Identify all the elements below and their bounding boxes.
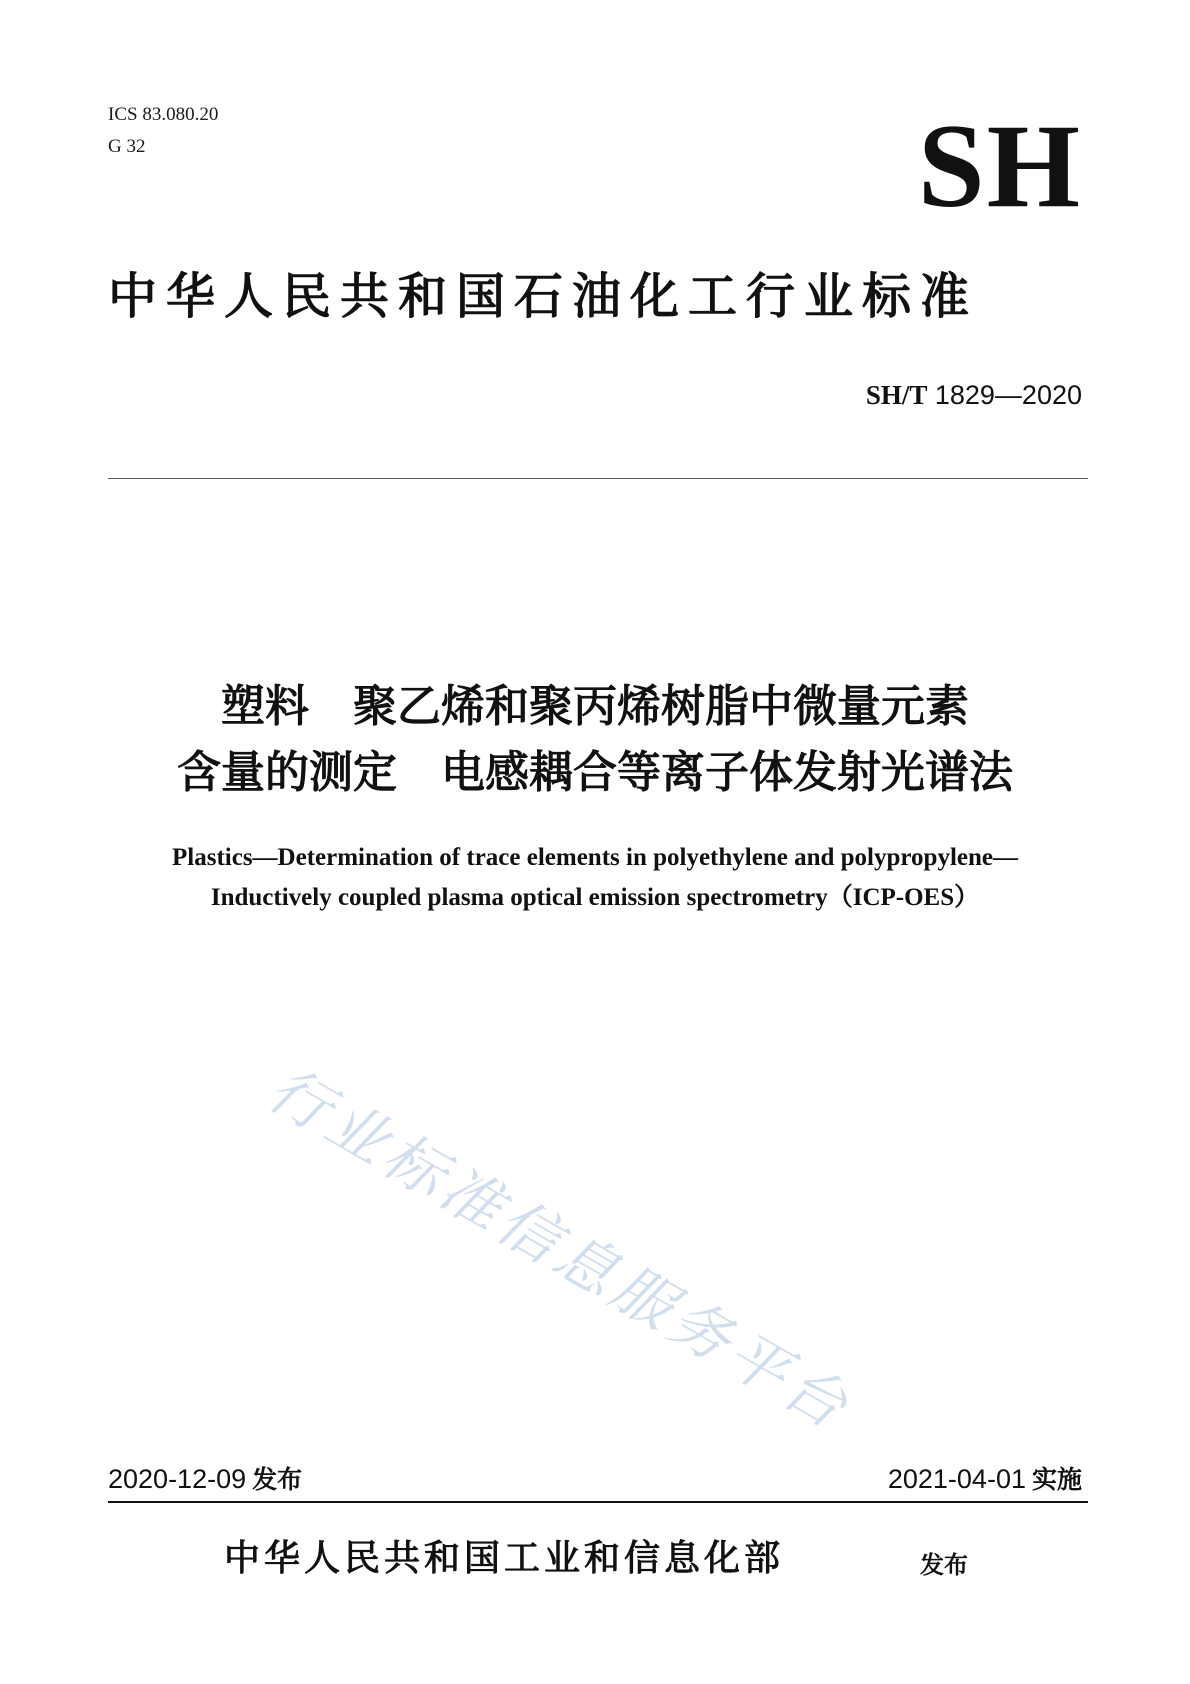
english-title-line-1: Plastics—Determination of trace elements in polyethylene and polypropylene— bbox=[172, 844, 1018, 871]
english-title-line-2: Inductively coupled plasma optical emission spectrometry（ICP-OES） bbox=[210, 884, 980, 911]
issue-date-label: 发布 bbox=[252, 1465, 303, 1494]
issue-date bbox=[108, 1460, 302, 1496]
issuer-name: 中华人民共和国工业和信息化部 bbox=[224, 1538, 785, 1579]
standard-number bbox=[866, 380, 1082, 411]
bottom-divider bbox=[108, 1501, 1088, 1503]
ccs-code: G 32 bbox=[108, 136, 146, 157]
top-divider bbox=[108, 478, 1088, 479]
watermark: 行业标准信息服务平台 bbox=[256, 1054, 864, 1445]
chinese-title-line-2: 含量的测定 电感耦合等离子体发射光谱法 bbox=[177, 747, 1013, 798]
ics-code: ICS 83.080.20 bbox=[108, 104, 219, 125]
issuer-suffix: 发布 bbox=[920, 1551, 968, 1579]
standard-number-value: 1829—2020 bbox=[934, 380, 1082, 410]
standard-code-mark: SH bbox=[917, 99, 1082, 232]
implement-date-label: 实施 bbox=[1031, 1465, 1082, 1494]
industry-standard-title: 中华人民共和国石油化工行业标准 bbox=[108, 268, 979, 325]
chinese-title-line-1: 塑料 聚乙烯和聚丙烯树脂中微量元素 bbox=[221, 681, 969, 732]
issue-date-value: 2020-12-09 bbox=[108, 1464, 247, 1494]
implement-date-value: 2021-04-01 bbox=[887, 1464, 1026, 1494]
implement-date bbox=[888, 1460, 1082, 1496]
chinese-title bbox=[60, 674, 1130, 806]
english-title bbox=[60, 838, 1130, 918]
standard-number-prefix: SH/T bbox=[865, 380, 928, 410]
